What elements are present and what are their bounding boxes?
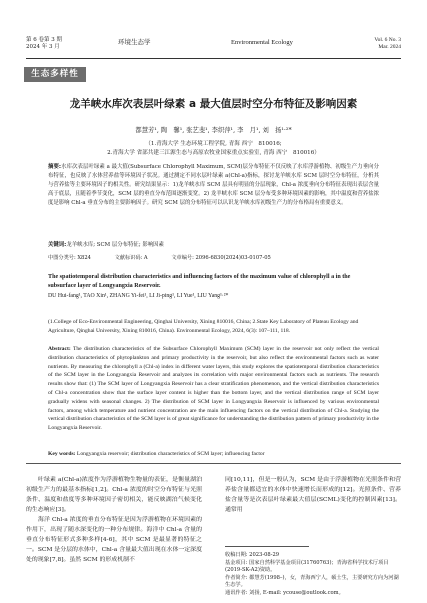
body-paragraph: 叶绿素 a(Chl-a)浓度作为浮游植物生物量的表征，是衡量湖泊初级生产力的最基本指标[1,2]。Chl-a 浓度的时空分布特征与光照条件、温度和盐度等多种环境因子密切相关，能反映湖泊气候变化的生态响应[3]。 [26, 477, 202, 513]
affiliations-en: (1.College of Eco-Environmental Engineering, Qinghai University, Xining 810016, China; 2.State Key Laboratory of Plateau Ecology and Agriculture, Qinghai University, Xining 810016, China). Environmental Ecology, 2024, 6(3): 107–111, 118. [48, 319, 359, 334]
keywords-en [48, 451, 379, 457]
affiliations-zh [26, 140, 401, 158]
authors-en: DU Hui-fang¹, TAO Xin¹, ZHANG Yi-fei¹, LI Ji-ping¹, LI Yue¹, LIU Yang¹·²* [48, 293, 229, 299]
date-en: Mar. 2024 [378, 44, 401, 50]
keywords-zh-label: 关键词: [48, 242, 67, 248]
authors-zh: 都慧芳¹, 陶 馨¹, 张艺斐¹, 李织萍¹, 李 月¹, 刘 扬¹·²* [135, 127, 292, 134]
footnote-corresponding: 通讯作者: 刘扬, E-mail: ycouse@outlook.com。 [225, 589, 344, 596]
abstract-en-text: The distribution characteristics of the Subsurface Chlorophyll Maximum (SCM) layer in the reservoir not only reflect the vertical distribution characteristics of phytoplankton and primary productivity in the reservoir, but also reflect the environmental factors such as water nutrients. By measuring the chlorophyll a (Chl-a) index in different water layers, this study explores the spatiotemporal distribution characteristics of the SCM layer in the Longyangxia Reservoir and analyzes its correlation with major environmental factors such as nutrients. The research results show that: (1) The SCM layer of Longyangxia Reservoir has a clear stratification phenomenon, and the vertical distribution characteristics of Chl-a concentration show that the surface layer content is higher than the bottom layer, and the vertical distribution range of SCM layer gradually widens with seasonal changes. 2) The distribution of SCM layer in Longyangxia Reservoir is influenced by various environmental factors, among which temperature and nutrient concentration are the main influencing factors on the vertical distribution of Chl-a. Studying the vertical distribution characteristics of the SCM layer is of great significance for understanding the distribution pattern of primary productivity in the Longyangxia Reservoir. [48, 346, 379, 432]
article-number: 文章编号: 2096-6830(2024)03-0107-05 [171, 255, 271, 261]
footnotes [225, 552, 401, 598]
section-tag: 生态多样性 [24, 67, 86, 82]
abstract-en [48, 345, 379, 433]
abstract-zh [48, 163, 379, 208]
document-code: 文献标识码: A [114, 255, 148, 261]
footnote-divider [225, 546, 309, 547]
header-divider [26, 58, 401, 59]
running-header [26, 37, 401, 57]
body-column-left [26, 475, 202, 565]
abstract-en-label: Abstract: [48, 346, 71, 352]
article-title-en: The spatiotemporal distribution characteristics and influencing factors of the maximum value of chlorophyll a in the subsurface layer of Longyangxia Reservoir. [48, 274, 351, 289]
classification-line [48, 254, 379, 261]
abstract-zh-label: 摘要: [48, 164, 62, 170]
abstract-divider [26, 463, 401, 464]
date-zh: 2024 年 3 月 [26, 44, 60, 50]
body-paragraph: 同[10,11]，但是一般认为，SCM 是由于浮游植物在光照条件和营养盐含量都适宜的水体中快速增长而形成的[12]。光照条件、营养盐含量等是次表层叶绿素最大值层(SCML)变化的控制因素[13]。通常用 [225, 477, 401, 513]
affiliation-line: 2.青海大学 省部共建三江源生态与高原农牧业国家重点实验室, 青海 西宁 810016） [107, 150, 320, 156]
abstract-zh-text: 水库次表层叶绿素 a 最大值(Subsurface Chlorophyll Maximum, SCM)层分布特征不仅反映了水库浮游植物、初级生产力垂向分布特征，也反映了水体营养盐等环境因子状况。通过测定不同水层叶绿素 a(Chl-a)指标，探讨龙羊峡水库 SCM 层时空分布特征，分析其与营养盐等主要环境因子的相关性。研究结果显示：1)龙羊峡水库 SCM 层具有明显的分层现象，Chl-a 浓度垂向分布特征表现出表层含量高于底层，且随着季节变化，SCM 层的垂直分布范围逐渐变宽。2) 龙羊峡水库 SCM 层分布受多种环境因素的影响，其中温度和营养盐浓度是影响 Chl-a 垂直分布的主要影响因子。研究 SCM 层的分布特征可以认识龙羊峡水库初级生产力的分布格局有重要意义。 [48, 164, 380, 206]
body-paragraph: 海洋 Chl-a 浓度的垂直分布特征是因为浮游植物在环境因素的作用下，出现了随水深变化的一种分布规律。海洋中 Chl-a 含量的垂直分布特征形式多种多样[4-6]，其中 SCM 是最显著的特征之一。SCM 是分层的水体中，Chl-a 含量最大值出现在水体一定深度处的现象[7,8]。虽然 SCM 的形成机制不 [26, 517, 202, 563]
clc-number: 中图分类号: X824 [48, 255, 91, 261]
footnote-funding: 基金项目: 国家自然科学基金项目(31760763)；青海省科学技术厅项目(2019-SK-A2)资助。 [225, 559, 389, 574]
affiliation-line: （1.青海大学 生态环境工程学院, 青海 西宁 810016; [145, 141, 282, 147]
header-right [374, 37, 401, 51]
footnote-author-bio: 作者简介: 都慧芳(1998–)，女，青海西宁人，硕士生，主要研究方向为河湖生态学。 [225, 574, 399, 589]
body-column-right [225, 475, 401, 515]
journal-name-zh: 环境生态学 [118, 38, 151, 46]
keywords-en-text: Longyangxia reservoir; distribution characteristics of SCM layer; influencing factor [76, 451, 265, 457]
volume-en: Vol. 6 No. 3 [374, 37, 401, 43]
header-left [26, 37, 62, 51]
footnote-received: 收稿日期: 2023-08-29 [225, 552, 280, 558]
volume-zh: 第 6 卷第 3 期 [26, 37, 62, 43]
keywords-zh-text: 龙羊峡水库; SCM 层分布特征; 影响因素 [66, 242, 164, 248]
article-title-zh: 龙羊峡水库次表层叶绿素 a 最大值层时空分布特征及影响因素 [69, 98, 358, 110]
keywords-en-label: Key words: [48, 451, 76, 457]
journal-name-en: Environmental Ecology [231, 39, 293, 46]
keywords-zh [48, 240, 379, 248]
